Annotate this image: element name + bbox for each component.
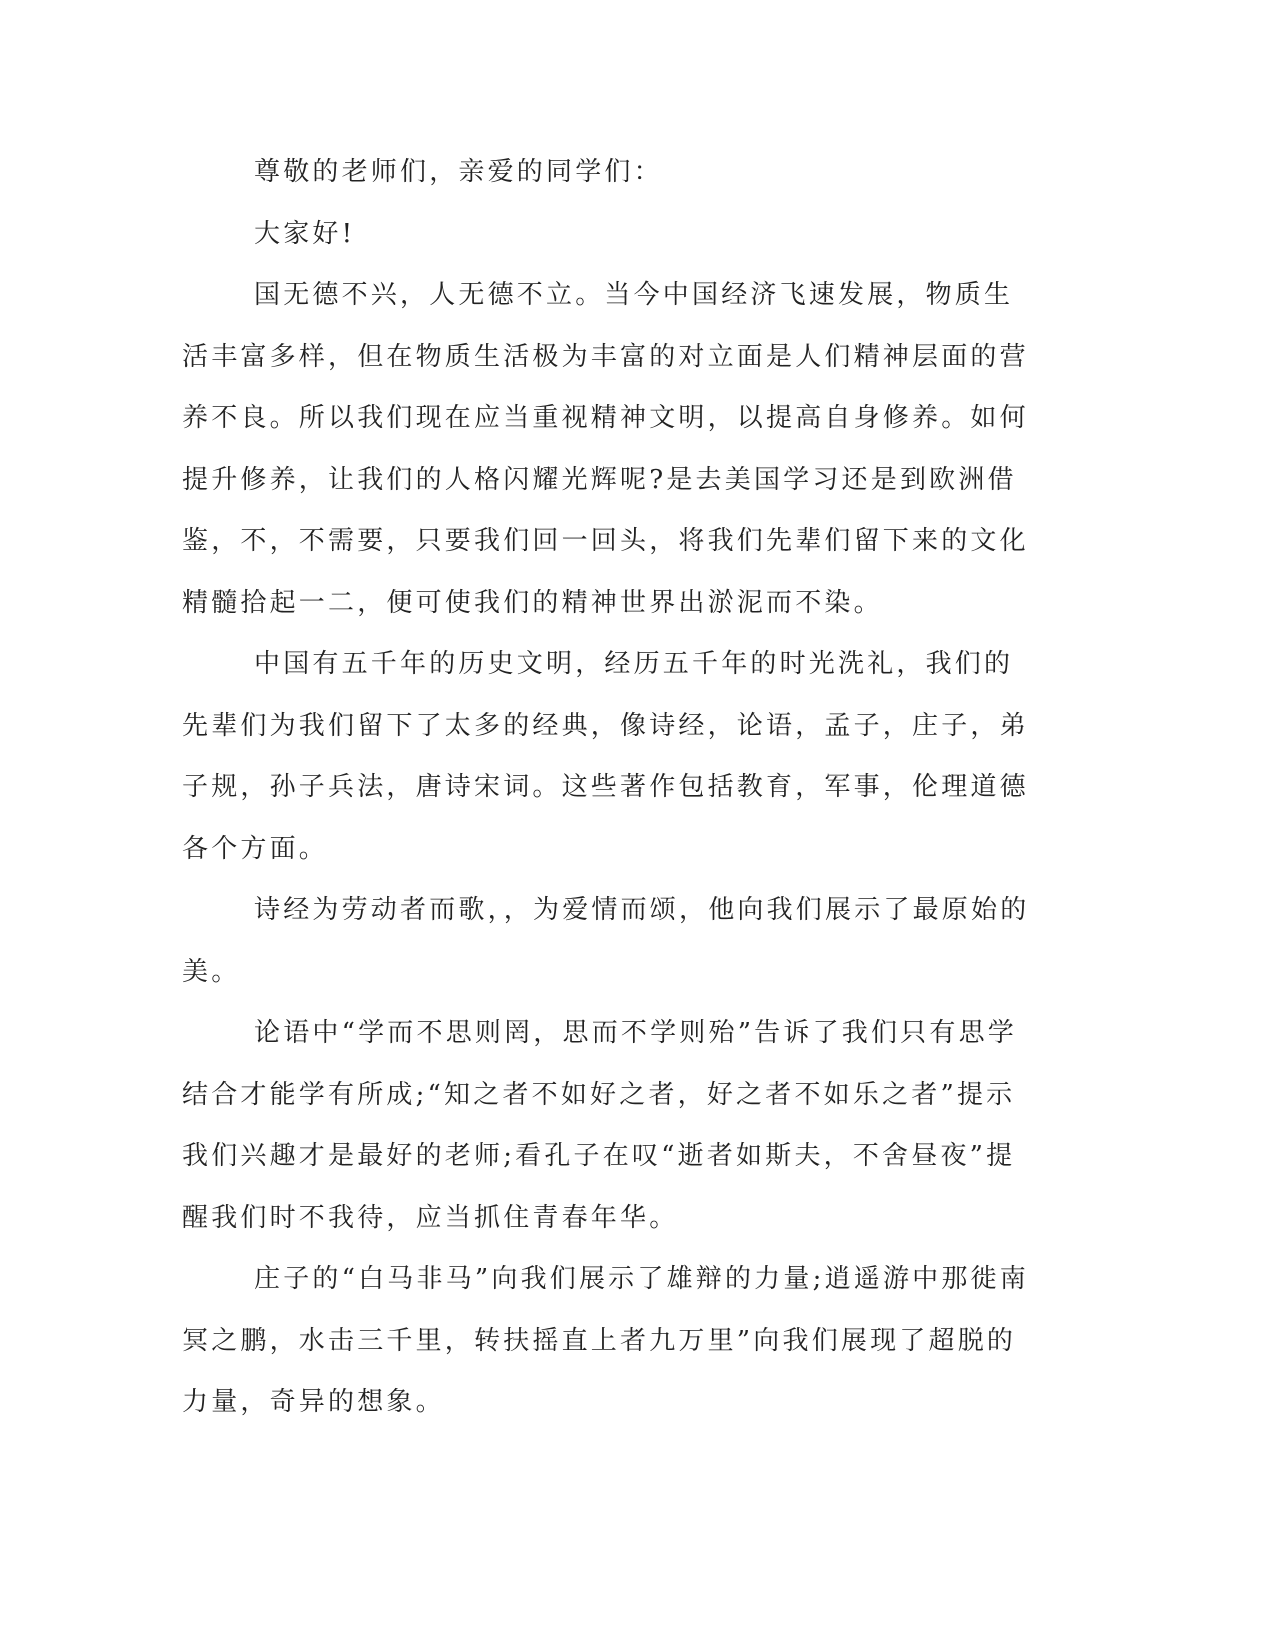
hello-line: 大家好!: [254, 218, 356, 249]
paragraph-shijing: 诗经为劳动者而歌，，为爱情而颂，他向我们展示了最原始的美。: [182, 895, 1030, 987]
paragraph-virtue: 国无德不兴，人无德不立。当今中国经济飞速发展，物质生活丰富多样，但在物质生活极为丰富的对立面是人们精神层面的营养不良。所以我们现在应当重视精神文明，以提高自身修养。如何提升修养，让我们的人格闪耀光辉呢?是去美国学习还是到欧洲借鉴，不，不需要，只要我们回一回头，将我们先辈们留下来的文化精髓拾起一二，便可使我们的精神世界出淤泥而不染。: [182, 280, 1029, 618]
paragraph-lunyu: 论语中“学而不思则罔，思而不学则殆”告诉了我们只有思学结合才能学有所成;“知之者不如好之者，好之者不如乐之者”提示我们兴趣才是最好的老师;看孔子在叹“逝者如斯夫，不舍昼夜”提醒我们时不我待，应当抓住青春年华。: [182, 1018, 1017, 1233]
paragraph-zhuangzi: 庄子的“白马非马”向我们展示了雄辩的力量;逍遥游中那徙南冥之鹏，水击三千里，转扶摇直上者九万里”向我们展现了超脱的力量，奇异的想象。: [182, 1264, 1029, 1417]
paragraph-classics: 中国有五千年的历史文明，经历五千年的时光洗礼，我们的先辈们为我们留下了太多的经典，像诗经，论语，孟子，庄子，弟子规，孙子兵法，唐诗宋词。这些著作包括教育，军事，伦理道德各个方面。: [182, 649, 1029, 864]
greeting-line: 尊敬的老师们，亲爱的同学们：: [254, 157, 663, 187]
speech-body: [182, 142, 1042, 1434]
